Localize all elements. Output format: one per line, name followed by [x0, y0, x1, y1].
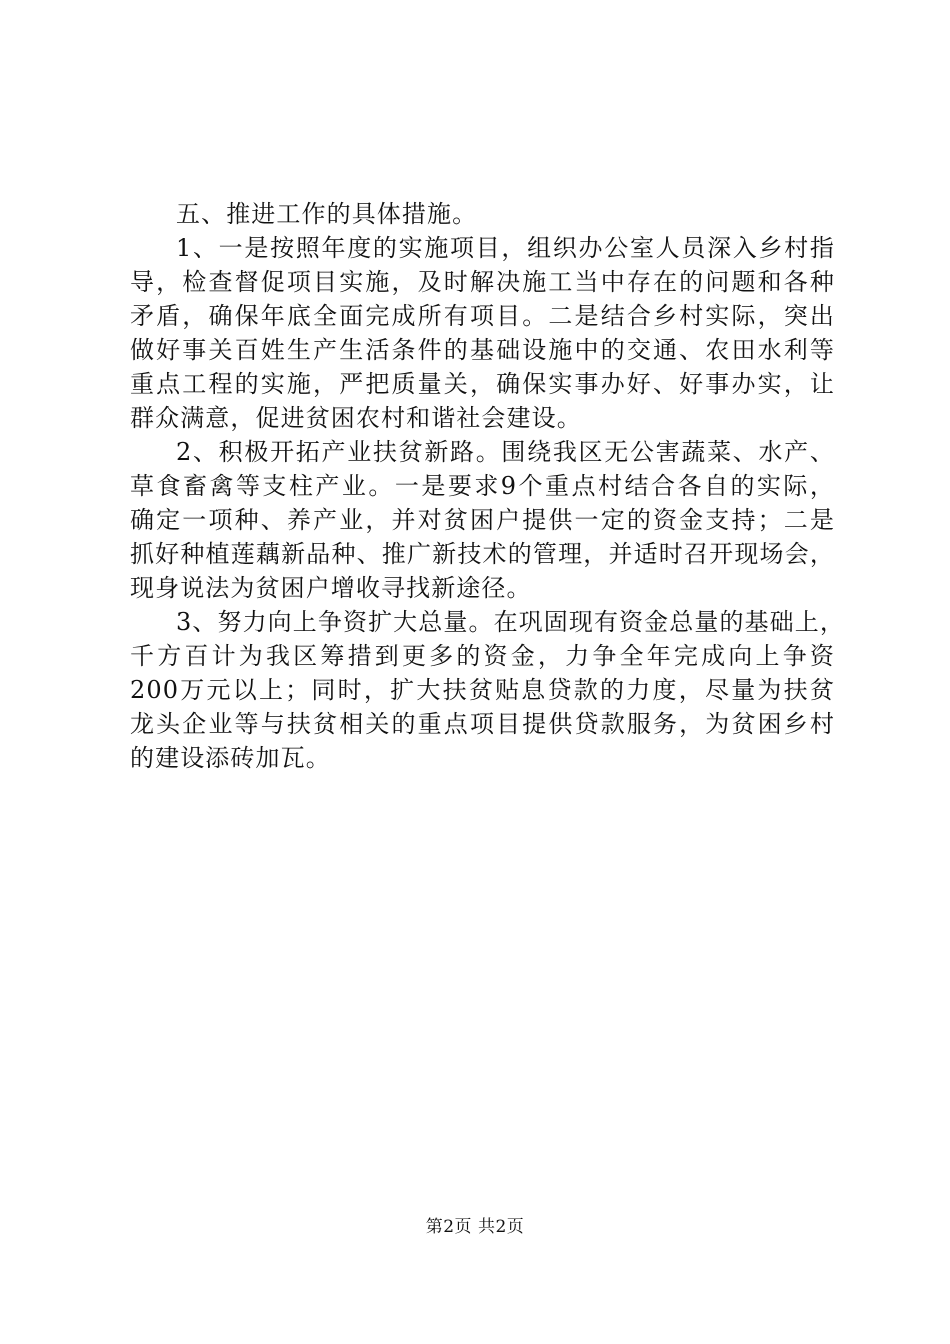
body-line: 的建设添砖加瓦。 [130, 744, 331, 772]
body-line: 重点工程的实施，严把质量关，确保实事办好、好事办实，让 [130, 370, 835, 398]
body-line: 群众满意，促进贫困农村和谐社会建设。 [130, 404, 582, 432]
body-line: 千方百计为我区筹措到更多的资金，力争全年完成向上争资 [130, 642, 835, 670]
body-line: 1、一是按照年度的实施项目，组织办公室人员深入乡村指 [176, 234, 835, 262]
body-line: 确定一项种、养产业，并对贫困户提供一定的资金支持；二是 [130, 506, 835, 534]
document-body [130, 197, 845, 775]
body-line: 200万元以上；同时，扩大扶贫贴息贷款的力度，尽量为扶贫 [130, 676, 835, 704]
body-line: 3、努力向上争资扩大总量。在巩固现有资金总量的基础上， [176, 608, 845, 636]
body-line: 矛盾，确保年底全面完成所有项目。二是结合乡村实际，突出 [130, 302, 835, 330]
page-number-footer: 第2页 共2页 [425, 1217, 525, 1237]
body-line: 草食畜禽等支柱产业。一是要求9个重点村结合各自的实际， [130, 472, 835, 500]
body-line: 抓好种植莲藕新品种、推广新技术的管理，并适时召开现场会， [130, 540, 835, 568]
body-line: 龙头企业等与扶贫相关的重点项目提供贷款服务，为贫困乡村 [130, 710, 835, 738]
body-line: 现身说法为贫困户增收寻找新途径。 [130, 574, 532, 602]
body-line: 做好事关百姓生产生活条件的基础设施中的交通、农田水利等 [130, 336, 835, 364]
body-line: 五、推进工作的具体措施。 [176, 200, 478, 228]
body-line: 2、积极开拓产业扶贫新路。围绕我区无公害蔬菜、水产、 [176, 438, 835, 466]
body-line: 导，检查督促项目实施，及时解决施工当中存在的问题和各种 [130, 268, 835, 296]
